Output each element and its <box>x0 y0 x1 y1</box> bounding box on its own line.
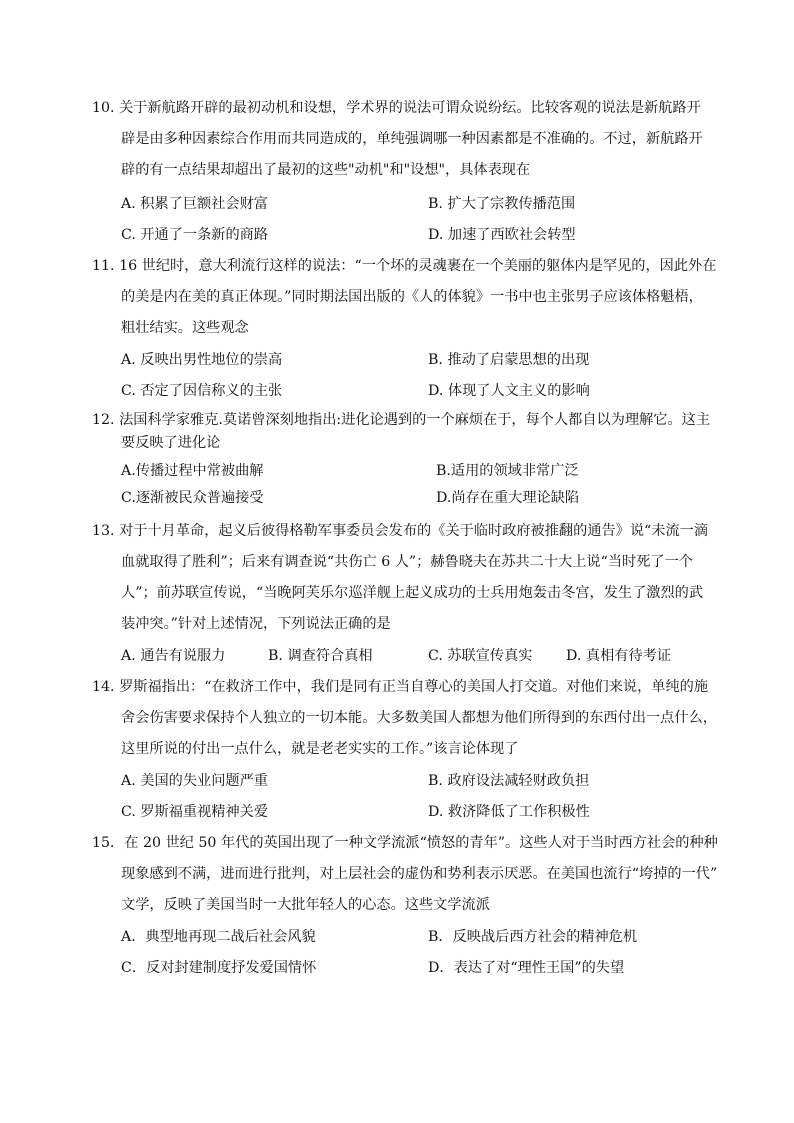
option-b: B. 调查符合真相 <box>268 648 373 664</box>
option-c: C.逐渐被民众普遍接受 <box>121 490 264 506</box>
question-text-line: 11. 16 世纪时，意大利流行这样的说法：“一个坏的灵魂裹在一个美丽的躯体内是罕见的，因此外在 <box>92 258 717 274</box>
option-a: A. 美国的失业问题严重 <box>121 773 268 789</box>
option-a: A.传播过程中常被曲解 <box>121 463 264 479</box>
question-text-line: 人”；前苏联宣传说，“当晚阿芙乐尔巡洋舰上起义成功的士兵用炮轰击冬宫，发生了激烈的武 <box>121 585 704 601</box>
question-text-line: 血就取得了胜利”；后来有调查说“共伤亡 6 人”；赫鲁晓夫在苏共二十大上说“当时死了一个 <box>121 554 693 570</box>
option-c: C. 否定了因信称义的主张 <box>121 383 283 399</box>
option-a: A．典型地再现二战后社会风貌 <box>121 929 316 945</box>
option-a: A. 反映出男性地位的崇高 <box>121 352 283 368</box>
option-c: C. 罗斯福重视精神关爱 <box>121 804 269 820</box>
question-text-line: 10. 关于新航路开辟的最初动机和设想，学术界的说法可谓众说纷纭。比较客观的说法是新航路开 <box>92 100 701 116</box>
option-d: D. 真相有待考证 <box>566 648 672 664</box>
option-b: B. 政府设法减轻财政负担 <box>428 773 590 789</box>
question-text-line: 舍会伤害要求保持个人独立的一切本能。大多数美国人都想为他们所得到的东西付出一点什么， <box>121 710 717 726</box>
question-text-line: 装冲突。”针对上述情况，下列说法正确的是 <box>121 616 391 632</box>
option-d: D. 救济降低了工作积极性 <box>428 804 590 820</box>
option-c: C．反对封建制度抒发爱国情怀 <box>121 960 317 976</box>
question-text-line: 辟的有一点结果却超出了最初的这些"动机"和"设想"，具体表现在 <box>121 162 531 178</box>
option-b: B. 扩大了宗教传播范围 <box>428 196 576 212</box>
question-text-line: 辟是由多种因素综合作用而共同造成的，单纯强调哪一种因素都是不准确的。不过，新航路开 <box>121 131 703 147</box>
question-text-line: 15．在 20 世纪 50 年代的英国出现了一种文学流派“愤怒的青年”。这些人对于当时西方社会的种种 <box>92 835 718 851</box>
option-b: B.适用的领域非常广泛 <box>436 463 579 479</box>
option-d: D.尚存在重大理论缺陷 <box>436 490 580 506</box>
option-b: B．反映战后西方社会的精神危机 <box>428 929 638 945</box>
question-text-line: 要反映了进化论 <box>121 435 221 451</box>
question-text-line: 14. 罗斯福指出：“在救济工作中，我们是同有正当自尊心的美国人打交道。对他们来说，单纯的施 <box>92 679 709 695</box>
option-d: D. 加速了西欧社会转型 <box>428 227 576 243</box>
question-text-line: 12. 法国科学家雅克.莫诺曾深刻地指出:进化论遇到的一个麻烦在于，每个人都自以为理解它。这主 <box>92 412 711 428</box>
question-text-line: 现象感到不满，进而进行批判，对上层社会的虚伪和势利表示厌恶。在美国也流行“垮掉的一代” <box>121 866 718 882</box>
question-text-line: 这里所说的付出一点什么，就是老老实实的工作。”该言论体现了 <box>121 741 519 757</box>
option-d: D．表达了对“理性王国”的失望 <box>428 960 625 976</box>
question-text-line: 13. 对于十月革命，起义后彼得格勒军事委员会发布的《关于临时政府被推翻的通告》说“未流一滴 <box>92 523 709 539</box>
option-a: A. 通告有说服力 <box>121 648 226 664</box>
option-b: B. 推动了启蒙思想的出现 <box>428 352 590 368</box>
question-text-line: 文学，反映了美国当时一大批年轻人的心态。这些文学流派 <box>121 897 490 913</box>
option-c: C. 开通了一条新的商路 <box>121 227 269 243</box>
option-d: D. 体现了人文主义的影响 <box>428 383 590 399</box>
question-text-line: 的美是内在美的真正体现。”同时期法国出版的《人的体貌》一书中也主张男子应该体格魁梧， <box>121 289 703 305</box>
option-c: C. 苏联宣传真实 <box>428 648 533 664</box>
option-a: A. 积累了巨额社会财富 <box>121 196 268 212</box>
question-text-line: 粗壮结实。这些观念 <box>121 320 249 336</box>
